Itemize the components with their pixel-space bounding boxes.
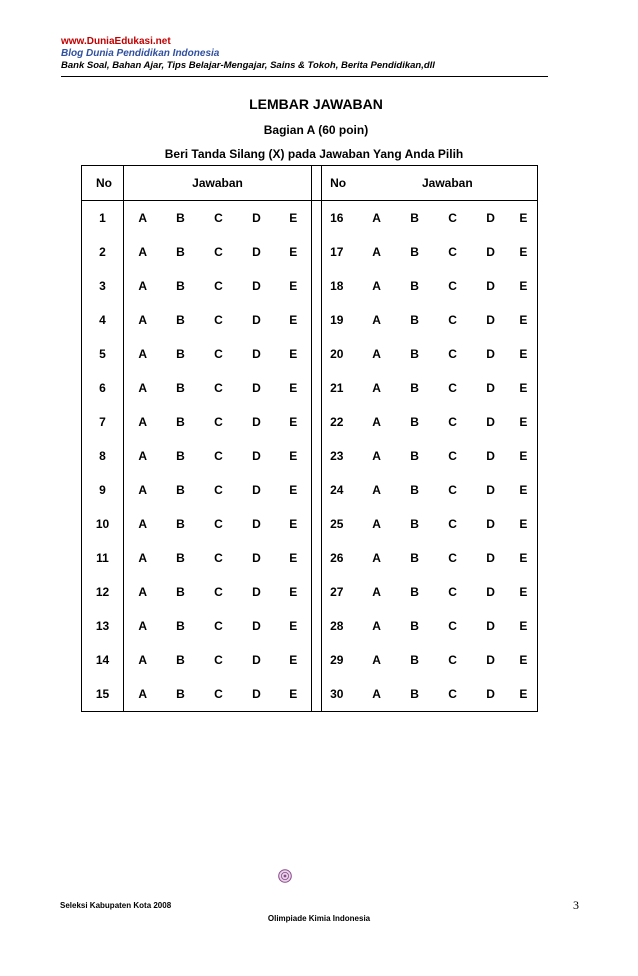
header-no-left: No xyxy=(82,166,124,201)
question-number: 24 xyxy=(330,483,344,497)
column-separator xyxy=(312,677,322,712)
option-b[interactable]: B xyxy=(396,677,434,712)
option-d[interactable]: D xyxy=(486,245,495,259)
option-d[interactable]: D xyxy=(486,619,495,633)
column-separator xyxy=(312,371,322,405)
option-b[interactable]: B xyxy=(410,211,419,225)
option-b[interactable]: B xyxy=(176,517,185,531)
option-b[interactable]: B xyxy=(176,449,185,463)
option-c[interactable]: C xyxy=(214,415,223,429)
option-d[interactable]: D xyxy=(486,517,495,531)
table-row xyxy=(82,371,538,405)
option-c[interactable]: C xyxy=(200,677,238,712)
option-e[interactable]: E xyxy=(510,337,538,371)
option-d[interactable]: D xyxy=(252,551,261,565)
table-row xyxy=(82,507,538,541)
option-b[interactable]: B xyxy=(176,381,185,395)
question-number: 10 xyxy=(82,507,124,541)
option-a[interactable]: A xyxy=(372,517,381,531)
option-e[interactable]: E xyxy=(276,473,312,507)
option-d[interactable]: D xyxy=(252,653,261,667)
option-e[interactable]: E xyxy=(276,643,312,677)
option-b[interactable]: B xyxy=(410,653,419,667)
option-c[interactable]: C xyxy=(448,211,457,225)
option-b[interactable]: B xyxy=(176,415,185,429)
option-b[interactable]: B xyxy=(410,245,419,259)
option-b[interactable]: B xyxy=(176,211,185,225)
option-a[interactable]: A xyxy=(138,449,148,463)
column-separator xyxy=(312,405,322,439)
option-c[interactable]: C xyxy=(448,551,457,565)
option-b[interactable]: B xyxy=(176,347,185,361)
question-number: 6 xyxy=(82,371,124,405)
option-d[interactable]: D xyxy=(486,585,495,599)
option-a[interactable]: A xyxy=(138,619,148,633)
question-number: 16 xyxy=(330,211,344,225)
option-c[interactable]: C xyxy=(448,449,457,463)
option-d[interactable]: D xyxy=(252,245,261,259)
table-row xyxy=(82,609,538,643)
option-a[interactable]: A xyxy=(138,313,148,327)
option-a[interactable]: A xyxy=(372,211,381,225)
table-row xyxy=(82,405,538,439)
option-a[interactable]: A xyxy=(138,585,148,599)
question-number: 29 xyxy=(330,653,344,667)
option-d[interactable]: D xyxy=(252,211,261,225)
table-row xyxy=(82,575,538,609)
option-e[interactable]: E xyxy=(276,541,312,575)
option-d[interactable]: D xyxy=(252,483,261,497)
page-title: LEMBAR JAWABAN xyxy=(249,96,383,112)
option-c[interactable]: C xyxy=(448,517,457,531)
option-d[interactable]: D xyxy=(252,517,261,531)
option-a[interactable]: A xyxy=(372,585,381,599)
option-e[interactable]: E xyxy=(276,677,312,712)
option-a[interactable]: A xyxy=(372,279,381,293)
table-row xyxy=(82,235,538,269)
option-b[interactable]: B xyxy=(176,483,185,497)
option-a[interactable]: A xyxy=(138,483,148,497)
option-e[interactable]: E xyxy=(276,269,312,303)
column-separator xyxy=(312,201,322,236)
option-c[interactable]: C xyxy=(448,347,457,361)
option-c[interactable]: C xyxy=(448,585,457,599)
option-a[interactable]: A xyxy=(372,483,381,497)
option-e[interactable]: E xyxy=(510,507,538,541)
option-c[interactable]: C xyxy=(448,483,457,497)
option-c[interactable]: C xyxy=(214,517,223,531)
question-number: 23 xyxy=(330,449,344,463)
question-number: 4 xyxy=(82,303,124,337)
question-number: 11 xyxy=(82,541,124,575)
column-separator xyxy=(312,541,322,575)
question-number: 8 xyxy=(82,439,124,473)
option-d[interactable]: D xyxy=(486,313,495,327)
page-subtitle: Bagian A (60 poin) xyxy=(263,123,369,137)
option-a[interactable]: A xyxy=(372,653,381,667)
site-url: www.DuniaEdukasi.net xyxy=(61,36,171,47)
question-number: 7 xyxy=(82,405,124,439)
option-b[interactable]: B xyxy=(410,381,419,395)
table-row xyxy=(82,303,538,337)
column-separator xyxy=(312,473,322,507)
question-number: 15 xyxy=(82,677,124,712)
option-c[interactable]: C xyxy=(214,347,223,361)
option-a[interactable]: A xyxy=(138,211,148,225)
option-e[interactable]: E xyxy=(510,541,538,575)
option-b[interactable]: B xyxy=(176,313,185,327)
header-tagline: Bank Soal, Bahan Ajar, Tips Belajar-Mengajar, Sains & Tokoh, Berita Pendidikan,dll xyxy=(61,60,435,71)
column-separator xyxy=(312,166,322,201)
option-d[interactable]: D xyxy=(472,677,510,712)
option-b[interactable]: B xyxy=(410,313,419,327)
option-e[interactable]: E xyxy=(510,269,538,303)
question-number: 30 xyxy=(322,677,358,712)
option-a[interactable]: A xyxy=(372,415,381,429)
question-number: 9 xyxy=(82,473,124,507)
question-number: 21 xyxy=(330,381,344,395)
question-number: 12 xyxy=(82,575,124,609)
option-b[interactable]: B xyxy=(176,653,185,667)
option-a[interactable]: A xyxy=(372,245,381,259)
option-e[interactable]: E xyxy=(510,439,538,473)
option-e[interactable]: E xyxy=(276,371,312,405)
option-e[interactable]: E xyxy=(276,235,312,269)
option-a[interactable]: A xyxy=(372,347,381,361)
option-a[interactable]: A xyxy=(138,551,148,565)
option-c[interactable]: C xyxy=(214,483,223,497)
option-e[interactable]: E xyxy=(510,677,538,712)
option-b[interactable]: B xyxy=(410,517,419,531)
question-number: 2 xyxy=(82,235,124,269)
column-separator xyxy=(312,643,322,677)
option-e[interactable]: E xyxy=(276,201,312,236)
option-a[interactable]: A xyxy=(138,415,148,429)
question-number: 20 xyxy=(330,347,344,361)
option-d[interactable]: D xyxy=(486,483,495,497)
option-e[interactable]: E xyxy=(276,337,312,371)
table-row xyxy=(82,541,538,575)
column-separator xyxy=(312,337,322,371)
answer-sheet-table xyxy=(81,165,538,712)
column-separator xyxy=(312,609,322,643)
option-a[interactable]: A xyxy=(358,677,396,712)
question-number: 13 xyxy=(82,609,124,643)
option-e[interactable]: E xyxy=(510,201,538,236)
option-e[interactable]: E xyxy=(276,439,312,473)
option-c[interactable]: C xyxy=(214,313,223,327)
question-number: 5 xyxy=(82,337,124,371)
option-a[interactable]: A xyxy=(372,313,381,327)
option-c[interactable]: C xyxy=(448,653,457,667)
option-a[interactable]: A xyxy=(138,347,148,361)
option-d[interactable]: D xyxy=(486,653,495,667)
option-d[interactable]: D xyxy=(252,279,261,293)
option-e[interactable]: E xyxy=(510,303,538,337)
option-d[interactable]: D xyxy=(486,551,495,565)
option-b[interactable]: B xyxy=(176,585,185,599)
option-a[interactable]: A xyxy=(124,677,162,712)
option-a[interactable]: A xyxy=(138,653,148,667)
question-number: 27 xyxy=(330,585,344,599)
option-b[interactable]: B xyxy=(410,415,419,429)
footer-center-text: Olimpiade Kimia Indonesia xyxy=(267,914,371,923)
option-e[interactable]: E xyxy=(276,405,312,439)
option-e[interactable]: E xyxy=(510,371,538,405)
option-d[interactable]: D xyxy=(252,347,261,361)
option-d[interactable]: D xyxy=(252,381,261,395)
option-e[interactable]: E xyxy=(510,405,538,439)
header-no-right: No xyxy=(322,166,358,201)
table-row xyxy=(82,473,538,507)
table-row xyxy=(82,337,538,371)
question-number: 1 xyxy=(82,201,124,236)
option-e[interactable]: E xyxy=(276,575,312,609)
column-separator xyxy=(312,235,322,269)
option-a[interactable]: A xyxy=(138,245,148,259)
option-c[interactable]: C xyxy=(214,381,223,395)
option-c[interactable]: C xyxy=(448,415,457,429)
option-b[interactable]: B xyxy=(410,279,419,293)
option-b[interactable]: B xyxy=(410,449,419,463)
instruction-text: Beri Tanda Silang (X) pada Jawaban Yang Anda Pilih xyxy=(164,147,464,161)
question-number: 28 xyxy=(330,619,344,633)
option-c[interactable]: C xyxy=(214,449,223,463)
option-b[interactable]: B xyxy=(176,245,185,259)
question-number: 25 xyxy=(330,517,344,531)
option-c[interactable]: C xyxy=(214,551,223,565)
option-b[interactable]: B xyxy=(410,585,419,599)
column-separator xyxy=(312,303,322,337)
option-b[interactable]: B xyxy=(176,619,185,633)
option-a[interactable]: A xyxy=(372,551,381,565)
option-e[interactable]: E xyxy=(510,575,538,609)
option-c[interactable]: C xyxy=(214,279,223,293)
table-header-row xyxy=(82,166,538,201)
option-c[interactable]: C xyxy=(214,619,223,633)
column-separator xyxy=(312,269,322,303)
option-d[interactable]: D xyxy=(252,585,261,599)
column-separator xyxy=(312,439,322,473)
question-number: 18 xyxy=(330,279,344,293)
option-a[interactable]: A xyxy=(138,279,148,293)
option-e[interactable]: E xyxy=(276,609,312,643)
option-a[interactable]: A xyxy=(138,517,148,531)
option-d[interactable]: D xyxy=(252,313,261,327)
option-e[interactable]: E xyxy=(510,473,538,507)
option-d[interactable]: D xyxy=(252,415,261,429)
option-b[interactable]: B xyxy=(410,347,419,361)
option-b[interactable]: B xyxy=(410,619,419,633)
column-separator xyxy=(312,507,322,541)
blog-name: Blog Dunia Pendidikan Indonesia xyxy=(61,48,220,59)
footer-left-text: Seleksi Kabupaten Kota 2008 xyxy=(60,901,172,910)
option-c[interactable]: C xyxy=(448,313,457,327)
page-number: 3 xyxy=(573,898,579,912)
option-a[interactable]: A xyxy=(372,449,381,463)
column-separator xyxy=(312,575,322,609)
option-b[interactable]: B xyxy=(176,279,185,293)
question-number: 17 xyxy=(330,245,344,259)
option-c[interactable]: C xyxy=(434,677,472,712)
option-d[interactable]: D xyxy=(238,677,276,712)
option-a[interactable]: A xyxy=(372,381,381,395)
olympiad-logo-icon xyxy=(278,869,292,883)
table-row xyxy=(82,643,538,677)
option-d[interactable]: D xyxy=(486,347,495,361)
header-jawaban-right: Jawaban xyxy=(358,166,538,201)
option-c[interactable]: C xyxy=(448,381,457,395)
option-c[interactable]: C xyxy=(448,245,457,259)
option-b[interactable]: B xyxy=(410,483,419,497)
question-number: 22 xyxy=(330,415,344,429)
option-b[interactable]: B xyxy=(410,551,419,565)
header-divider xyxy=(61,76,548,77)
option-e[interactable]: E xyxy=(510,643,538,677)
option-d[interactable]: D xyxy=(486,449,495,463)
option-c[interactable]: C xyxy=(214,653,223,667)
table-row xyxy=(82,439,538,473)
option-e[interactable]: E xyxy=(510,609,538,643)
option-b[interactable]: B xyxy=(162,677,200,712)
option-c[interactable]: C xyxy=(214,245,223,259)
option-d[interactable]: D xyxy=(486,381,495,395)
question-number: 3 xyxy=(82,269,124,303)
option-c[interactable]: C xyxy=(448,279,457,293)
option-d[interactable]: D xyxy=(486,211,495,225)
option-d[interactable]: D xyxy=(252,449,261,463)
question-number: 14 xyxy=(82,643,124,677)
option-b[interactable]: B xyxy=(176,551,185,565)
option-d[interactable]: D xyxy=(486,279,495,293)
option-a[interactable]: A xyxy=(138,381,148,395)
table-row xyxy=(82,269,538,303)
header-jawaban-left: Jawaban xyxy=(124,166,312,201)
table-row xyxy=(82,677,538,712)
option-d[interactable]: D xyxy=(486,415,495,429)
option-c[interactable]: C xyxy=(214,211,223,225)
option-c[interactable]: C xyxy=(448,619,457,633)
option-e[interactable]: E xyxy=(276,303,312,337)
option-e[interactable]: E xyxy=(276,507,312,541)
table-row xyxy=(82,201,538,236)
option-d[interactable]: D xyxy=(252,619,261,633)
question-number: 26 xyxy=(330,551,344,565)
option-e[interactable]: E xyxy=(510,235,538,269)
option-a[interactable]: A xyxy=(372,619,381,633)
option-c[interactable]: C xyxy=(214,585,223,599)
question-number: 19 xyxy=(330,313,344,327)
